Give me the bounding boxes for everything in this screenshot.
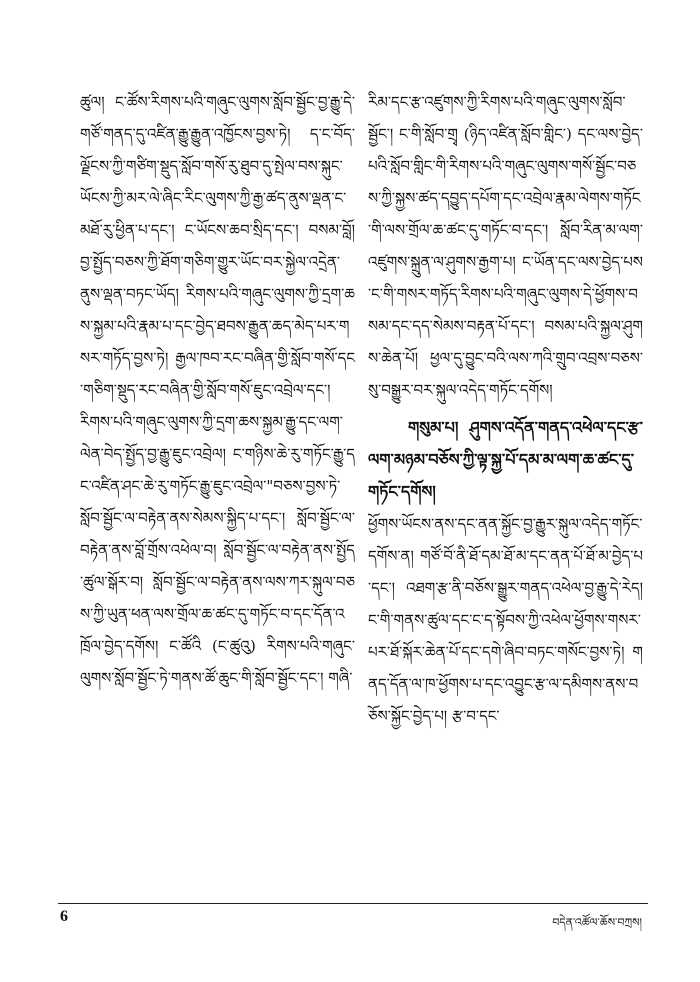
running-title: བདེན་འཚོལ་ཆོས་བཀྲས།: [552, 916, 642, 929]
left-column-paragraph: ཚུལ། ང་ཚོས་རིགས་པའི་གཞུང་ལུགས་སློབ་སྦྱོང་བྱ་རྒྱུ་དེ་གཙོ་གནད་དུ་འཛིན་རྒྱུ་རྒྱུན་འཁྱོངས་བྱས་ཏེ། ད་ང་བོད་ལྗོངས་ཀྱི་གཙིག་སྡུད་སློབ་གསོ་རུ་ཐུབ་དུ་སྤེལ་བས་སྐུང་ཡོངས་ཀྱི་མར་ལེ་ཞིང་རིང་ལུགས་ཀྱི་རྒྱ་ཚད་ནུས་ལྡན་ང་མཐོ་རུ་ཕྱིན་པ་དང་། ང་ཡོངས་ཆབ་སྲིད་དང་། བསམ་བློ། བྱ་སྤྱོད་བཅས་ཀྱི་ཐོག་གཅིག་གྱུར་ཡོང་བར་སྐྱེལ་འདྲེན་ནུས་ལྡན་བཏང་ཡོད། རིགས་པའི་གཞུང་ལུགས་ཀྱི་དྲག་ཆས་སྐྱམ་པའི་རྣམ་པ་དང་བྱེད་ཐབས་རྒྱུན་ཆད་མེད་པར་གསར་གཏོད་བྱས་ཏེ། རྒྱལ་ཁབ་རང་བཞིན་གྱི་སློབ་གསོ་དང་གཅིག་སྡུད་རང་བཞིན་གྱི་སློབ་གསོ་ཇུང་འབྲེལ་དང་། རིགས་པའི་གཞུང་ལུགས་ཀྱི་དྲག་ཆས་སྐྱམ་རྒྱུ་དང་ལག་ལེན་བེད་སྤྱོད་བྱ་རྒྱུ་ཇུང་འབྲེལ། ང་གཉིས་ཆེ་རུ་གཏོང་རྒྱུ་དང་འཛིན་ཤང་ཆེ་རུ་གཏོང་རྒྱུ་ཇུང་འབྲེལ་"བཅས་བྱས་ཏེ་སློབ་སྦྱོང་ལ་བརྟེན་ནས་སེམས་སྐྱིད་པ་དང་། སློབ་སྦྱོང་ལ་བརྟེན་ནས་བློ་གྲོས་འཕེལ་བ། སློབ་སྦྱོང་ལ་བརྟེན་ནས་སྤྱོད་ཚུལ་སྒོར་བ། སློབ་སྦྱོང་ལ་བརྟེན་ནས་ལས་ཀར་སྐུལ་བཅས་ཀྱི་ཡུན་ཕན་ལས་གྲོལ་ཆ་ཚང་དུ་གཏོང་བ་དང་དོན་འཁྲོལ་བྱེད་དགོས། ང་ཚོའི (ང་ཚུའུ) རིགས་པའི་གཞུང་ལུགས་སློབ་སྦྱོང་ཏེ་གནས་ཚོ་ཆུང་གི་སློབ་སྦྱོང་དང་། གཞི་: [80, 93, 355, 687]
footer-divider: [58, 903, 648, 904]
right-column: [368, 86, 643, 732]
right-column-paragraph-2: ཕྱོགས་ཡོངས་ནས་དང་ནན་སྐྱོང་བྱ་རྒྱུར་སྐུལ་འདེད་གཏོང་དགོས་ན། གཙོ་བོ་ནི་ཐོ་དམ་ཐོ་མ་དང་ནན་པོ་ཐོ་མ་བྱེད་པ་དང་། འཐག་རྩ་ནི་བཅོས་སྒྱུར་གནད་འཕེལ་བྱ་རྒྱུ་དེ་རེད། ང་གི་གནས་ཚུལ་དང་ང་ད་སྟོབས་ཀྱི་འཕེལ་ཕྱོགས་གསར་པར་ཐོ་སྐོར་ཆེན་པོ་དང་དགེ་ཞིབ་བཏང་གསོང་བྱས་ཏེ། གནད་དོན་ལ་ཁ་ཕྱོགས་པ་དང་འབྱུང་རྩ་ལ་དམིགས་ནས་བཅོས་སྐྱོང་བྱེད་པ། རྩ་བ་དང་: [368, 515, 643, 725]
left-column: [80, 86, 355, 694]
section-heading: གསུམ་པ། ཤུགས་འདོན་གནད་འཕེལ་དང་རྩ་ལག་མཉམ་བཅོས་ཀྱི་ལྟ་སྐྱ་པོ་དམ་མ་ལག་ཆ་ཚང་དུ་གཏོང་དགོས།: [368, 418, 643, 501]
page-number: 6: [60, 908, 68, 925]
right-column-paragraph-1: རིམ་དང་རྩ་འཛུགས་ཀྱི་རིགས་པའི་གཞུང་ལུགས་སློབ་སྦྱོང་། ང་གི་སློབ་གྲྭ (ཉིད་འཛིན་སློབ་གླིང་) དང་ལས་བྱེད་པའི་སློབ་གླིང་གི་རིགས་པའི་གཞུང་ལུགས་གསོ་སྦྱོང་བཅས་ཀྱི་སྐྱས་ཚད་དབྱུད་དཔོག་དང་འབྲེལ་རྣམ་ལེགས་གཏོང་གི་ལས་གྲོལ་ཆ་ཚང་དུ་གཏོང་བ་དང་། སློབ་རིན་མ་ལག་འཛུགས་སྐྲུན་ལ་ཤུགས་རྒྱག་པ། ང་ཡོན་དང་ལས་བྱེད་པས་ང་གི་གསར་གཏོད་རིགས་པའི་གཞུང་ལུགས་དེ་ཕྱོགས་བསམ་དང་དད་སེམས་བརྟན་པོ་དང་། བསམ་པའི་སྐྱལ་ཤུགས་ཆེན་པོ། ཕྱལ་དུ་བྱུང་བའི་ལས་ཀའི་གྲུབ་འབྲས་བཅས་སུ་བསྒྱུར་བར་སྐུལ་འདེད་གཏོང་དགོས།: [368, 93, 643, 399]
